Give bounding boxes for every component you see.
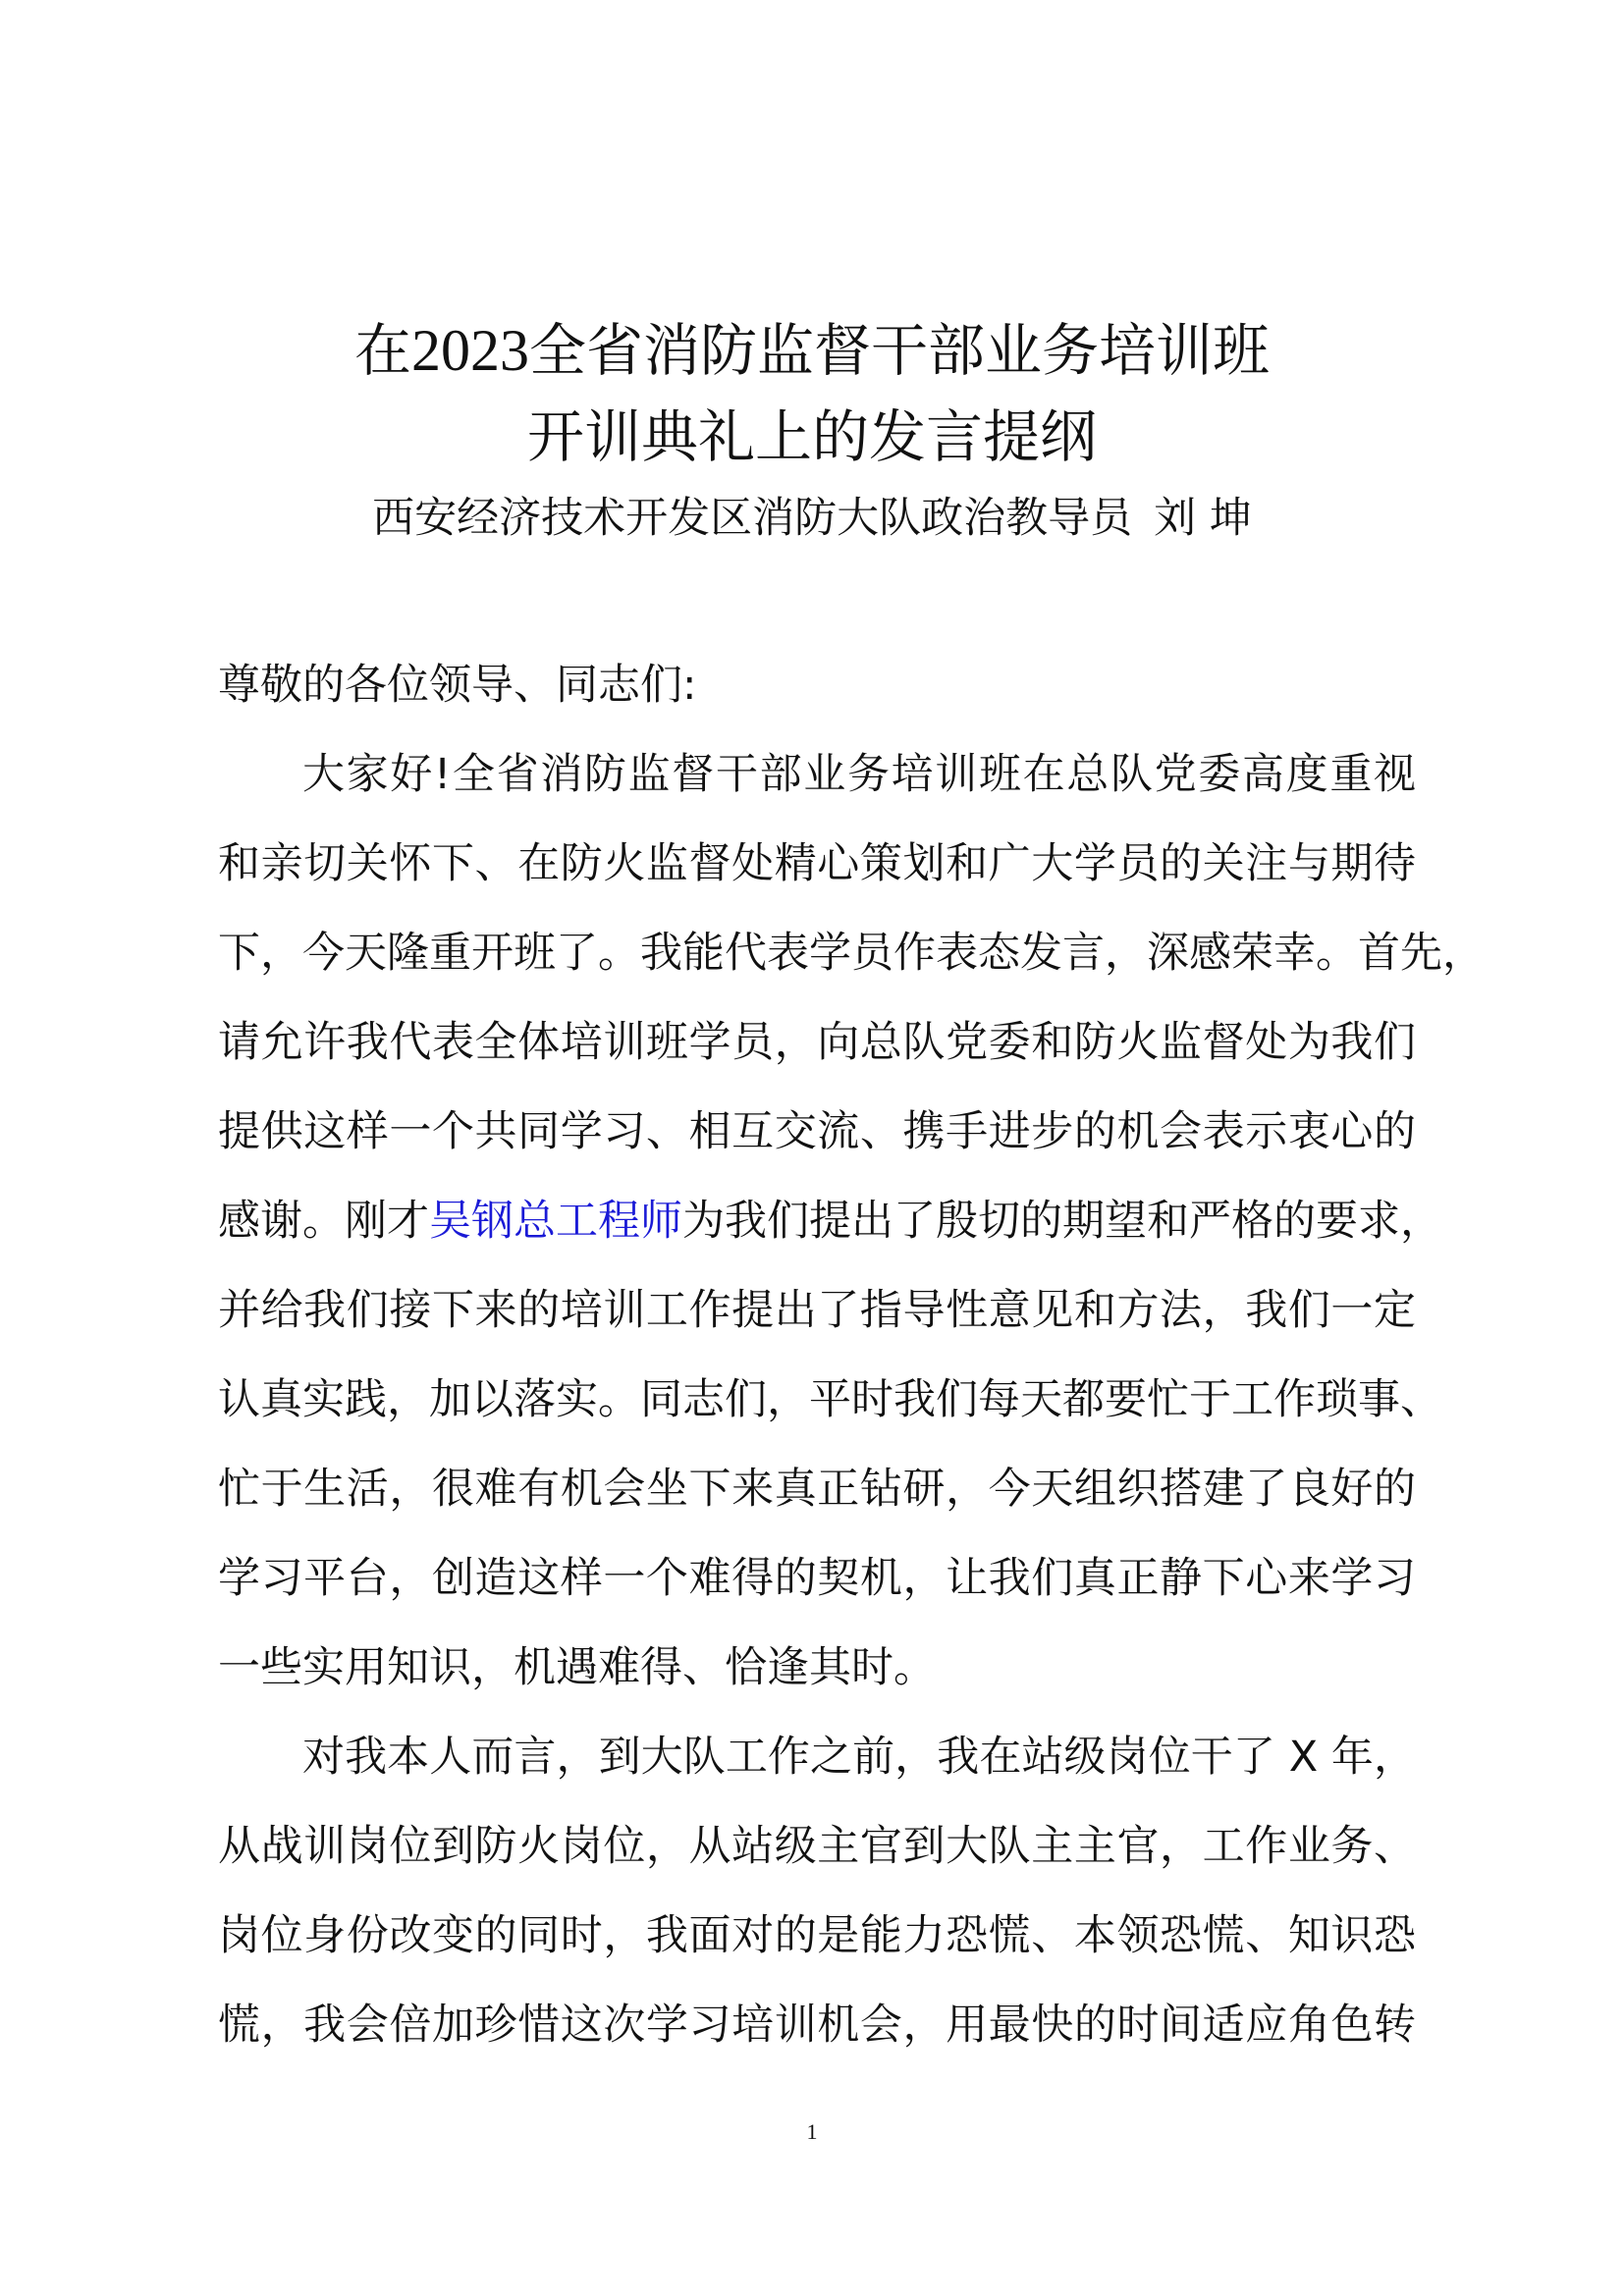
paragraph1-line-last: 一些实用知识，机遇难得、恰逢其时。 — [218, 1643, 936, 1692]
paragraph1-line: 提供这样一个共同学习、相互交流、携手进步的机会表示衷心的 — [218, 1107, 1416, 1156]
line-text-before: 感谢。刚才 — [218, 1197, 429, 1246]
salutation: 尊敬的各位领导、同志们: — [218, 661, 697, 710]
paragraph2-line: 慌，我会倍加珍惜这次学习培训机会，用最快的时间适应角色转 — [218, 2001, 1416, 2050]
paragraph1-line: 认真实践，加以落实。同志们，平时我们每天都要忙于工作琐事、 — [218, 1375, 1442, 1424]
author-line — [0, 491, 1624, 546]
paragraph1-line: 忙于生活，很难有机会坐下来真正钻研，今天组织搭建了良好的 — [218, 1465, 1416, 1514]
line-text-after: 为我们提出了殷切的期望和严格的要求， — [682, 1197, 1442, 1246]
paragraph2-line: 岗位身份改变的同时，我面对的是能力恐慌、本领恐慌、知识恐 — [218, 1911, 1416, 1960]
title-line-2: 开训典礼上的发言提纲 — [526, 403, 1097, 470]
author-affiliation: 西安经济技术开发区消防大队政治教导员 — [372, 494, 1133, 543]
title-year: 2023 — [411, 318, 529, 383]
paragraph2-line: 对我本人而言，到大队工作之前，我在站级岗位干了 X 年， — [302, 1733, 1416, 1782]
title-prefix: 在 — [353, 317, 411, 384]
paragraph1-line: 并给我们接下来的培训工作提出了指导性意见和方法，我们一定 — [218, 1286, 1416, 1335]
title-suffix: 全省消防监督干部业务培训班 — [529, 317, 1271, 384]
author-name: 刘 坤 — [1154, 494, 1252, 543]
paragraph1-line: 学习平台，创造这样一个难得的契机，让我们真正静下心来学习 — [218, 1554, 1416, 1603]
title-line-1 — [0, 316, 1624, 385]
paragraph1-line: 请允许我代表全体培训班学员，向总队党委和防火监督处为我们 — [218, 1018, 1416, 1067]
page-number: 1 — [806, 2119, 818, 2144]
paragraph1-line: 大家好!全省消防监督干部业务培训班在总队党委高度重视 — [302, 750, 1416, 799]
highlighted-name-link[interactable]: 吴钢总工程师 — [429, 1197, 682, 1246]
paragraph1-line-with-link — [218, 1192, 1442, 1251]
paragraph1-line: 和亲切关怀下、在防火监督处精心策划和广大学员的关注与期待 — [218, 839, 1416, 888]
paragraph1-line: 下，今天隆重开班了。我能代表学员作表态发言，深感荣幸。首先， — [218, 929, 1485, 978]
paragraph2-line: 从战训岗位到防火岗位，从站级主官到大队主主官，工作业务、 — [218, 1822, 1416, 1871]
